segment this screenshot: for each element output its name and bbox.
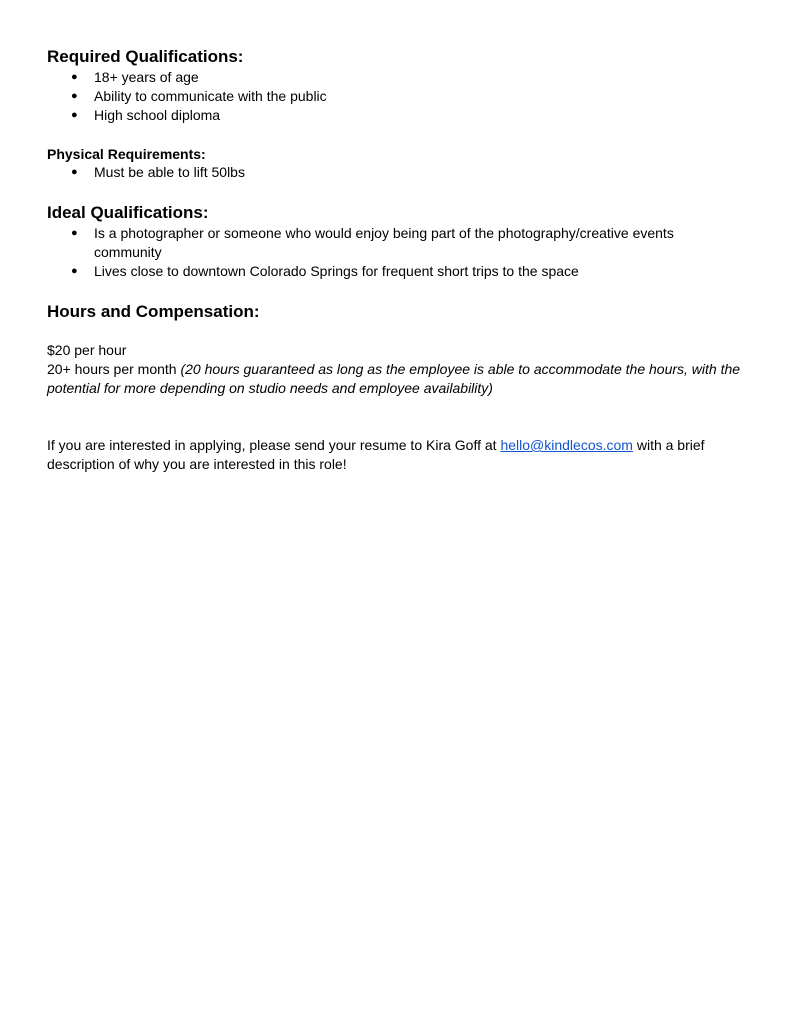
bullet-icon: ● [71,265,78,277]
required-qualifications-list [0,68,694,125]
hours-compensation-heading: Hours and Compensation: [47,302,260,321]
application-instructions: If you are interested in applying, please send your resume to Kira Goff at hello@kindlecos.com with a brief description of why you are interested in this role! [47,437,705,472]
physical-requirements-list [0,163,694,182]
pay-rate: $20 per hour [47,342,127,358]
bullet-icon: ● [71,166,78,178]
list-item: ● 18+ years of age [71,69,199,85]
bullet-icon: ● [71,227,78,239]
hours-note: (20 hours guaranteed as long as the employee is able to accommodate the hours, with the potential for more depending on studio needs and employee availability) [47,361,741,396]
required-qualifications-heading: Required Qualifications: [47,47,244,66]
list-item: ● Is a photographer or someone who would enjoy being part of the photography/creative events community [71,225,674,260]
list-item: ● Ability to communicate with the public [71,88,327,104]
email-link[interactable]: hello@kindlecos.com [500,437,633,453]
list-item: ● High school diploma [71,107,221,123]
list-item: ● Must be able to lift 50lbs [71,164,245,180]
hours-description: 20+ hours per month (20 hours guaranteed as long as the employee is able to accommodate the hours, with the potential for more depending on studio needs and employee availability) [47,361,741,396]
bullet-icon: ● [71,109,78,121]
ideal-qualifications-heading: Ideal Qualifications: [47,203,209,222]
bullet-icon: ● [71,90,78,102]
list-item: ● Lives close to downtown Colorado Springs for frequent short trips to the space [71,263,579,279]
bullet-icon: ● [71,71,78,83]
ideal-qualifications-list [0,224,694,281]
physical-requirements-heading: Physical Requirements: [47,146,206,162]
